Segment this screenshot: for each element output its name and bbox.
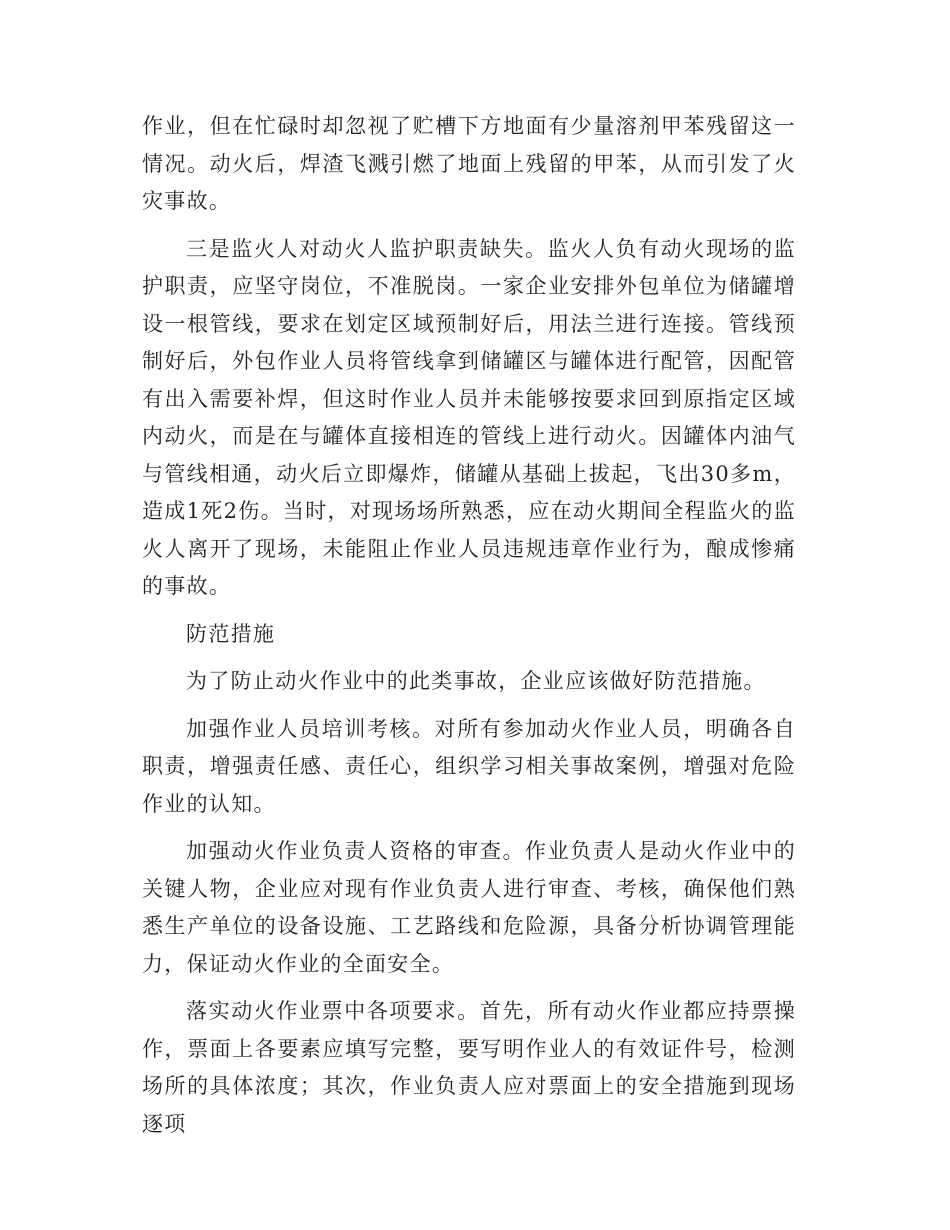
paragraph-training: 加强作业人员培训考核。对所有参加动火作业人员，明确各自职责，增强责任感、责任心，组织学习相关事故案例，增强对危险作业的认知。 xyxy=(142,716,796,816)
paragraph-continuation: 作业，但在忙碌时却忽视了贮槽下方地面有少量溶剂甲苯残留这一情况。动火后，焊渣飞溅引燃了地面上残留的甲苯，从而引发了火灾事故。 xyxy=(142,114,796,213)
paragraph-supervisor-duty: 三是监火人对动火人监护职责缺失。监火人负有动火现场的监护职责，应坚守岗位，不准脱岗。一家企业安排外包单位为储罐增设一根管线，要求在划定区域预制好后，用法兰进行连接。管线预制好后，外包作业人员将管线拿到储罐区与罐体进行配管，因配管有出入需要补焊，但这时作业人员并未能够按要求回到原指定区域内动火，而是在与罐体直接相连的管线上进行动火。因罐体内油气与管线相通，动火后立即爆炸，储罐从基础上拔起，飞出30多m，造成1死2伤。当时，对现场场所熟悉，应在动火期间全程监火的监火人离开了现场，未能阻止作业人员违规违章作业行为，酿成惨痛的事故。 xyxy=(142,236,796,598)
paragraph-prevention-intro: 为了防止动火作业中的此类事故，企业应该做好防范措施。 xyxy=(186,669,766,693)
section-heading-prevention: 防范措施 xyxy=(186,621,276,646)
document-body xyxy=(142,108,796,1153)
paragraph-work-permit: 落实动火作业票中各项要求。首先，所有动火作业都应持票操作，票面上各要素应填写完整，要写明作业人的有效证件号，检测场所的具体浓度；其次，作业负责人应对票面上的安全措施到现场逐项 xyxy=(142,999,796,1136)
paragraph-qualification-review: 加强动火作业负责人资格的审查。作业负责人是动火作业中的关键人物，企业应对现有作业负责人进行审查、考核，确保他们熟悉生产单位的设备设施、工艺路线和危险源，具备分析协调管理能力，保证动火作业的全面安全。 xyxy=(142,839,796,976)
